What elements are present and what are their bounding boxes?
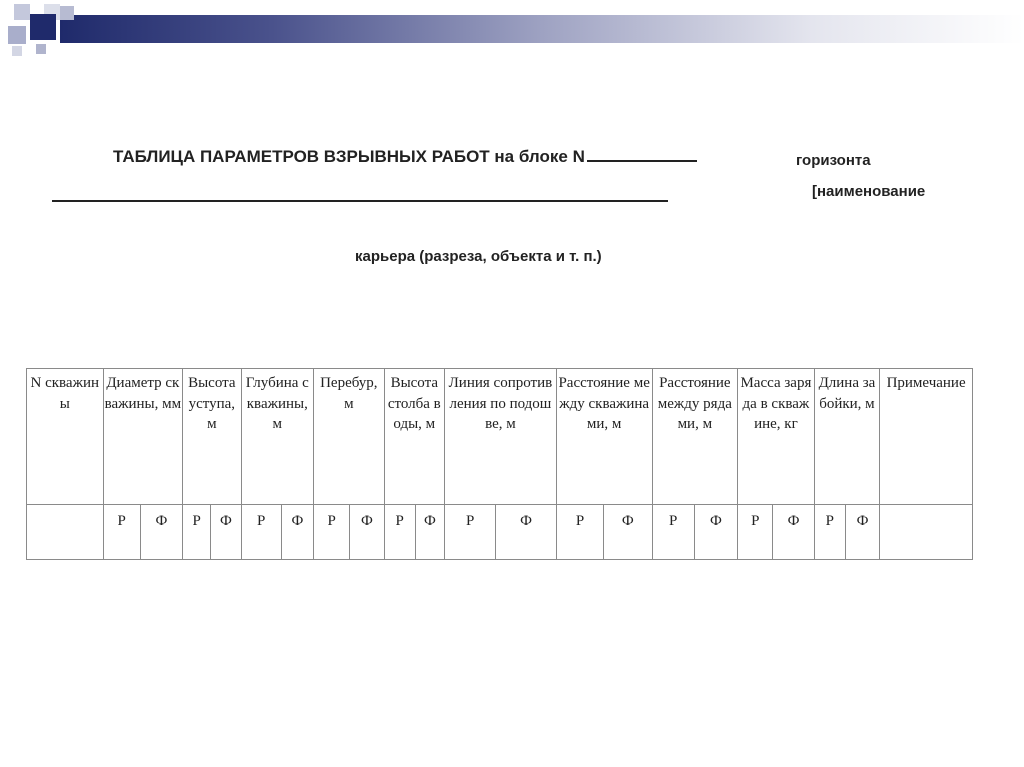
deco-square xyxy=(14,4,30,20)
fact-cell: Ф xyxy=(211,505,241,560)
fact-cell: Ф xyxy=(694,505,737,560)
plan-cell: Р xyxy=(814,505,845,560)
plan-cell: Р xyxy=(384,505,415,560)
deco-square xyxy=(30,14,56,40)
fact-cell: Ф xyxy=(281,505,313,560)
table-header-row xyxy=(27,369,973,505)
parameters-table xyxy=(26,368,973,560)
col-bench-height: Высота уступа, м xyxy=(183,369,241,505)
fact-cell: Ф xyxy=(773,505,814,560)
col-charge-mass: Масса заряда в скважине, кг xyxy=(738,369,815,505)
deco-square xyxy=(12,46,22,56)
col-well-depth: Глубина скважины, м xyxy=(241,369,314,505)
table-cell xyxy=(880,505,973,560)
col-well-number: N скважины xyxy=(27,369,104,505)
plan-cell: Р xyxy=(314,505,350,560)
plan-cell: Р xyxy=(241,505,281,560)
slide-decoration xyxy=(0,0,1024,60)
horizon-name-blank xyxy=(52,200,668,202)
table-subheader-row xyxy=(27,505,973,560)
col-water-height: Высота столба воды, м xyxy=(384,369,444,505)
col-well-diameter: Диаметр скважины, мм xyxy=(103,369,183,505)
block-number-blank xyxy=(587,146,697,162)
fact-cell: Ф xyxy=(140,505,182,560)
plan-cell: Р xyxy=(445,505,496,560)
plan-cell: Р xyxy=(738,505,773,560)
fact-cell: Ф xyxy=(415,505,444,560)
col-stemming-length: Длина забойки, м xyxy=(814,369,879,505)
fact-cell: Ф xyxy=(350,505,384,560)
deco-square xyxy=(8,26,26,44)
table-cell xyxy=(27,505,104,560)
title-text: ТАБЛИЦА ПАРАМЕТРОВ ВЗРЫВНЫХ РАБОТ на блоке N xyxy=(113,147,585,166)
plan-cell: Р xyxy=(103,505,140,560)
plan-cell: Р xyxy=(183,505,211,560)
name-label: [наименование xyxy=(812,183,926,200)
fact-cell: Ф xyxy=(496,505,556,560)
plan-cell: Р xyxy=(652,505,694,560)
fact-cell: Ф xyxy=(604,505,652,560)
quarry-label: карьера (разреза, объекта и т. п.) xyxy=(355,248,602,265)
horizon-label: горизонта xyxy=(796,152,871,169)
col-burden: Линия сопротивления по подошве, м xyxy=(445,369,557,505)
fact-cell: Ф xyxy=(845,505,879,560)
document-title xyxy=(113,146,697,167)
col-note: Примечание xyxy=(880,369,973,505)
deco-square xyxy=(60,6,74,20)
col-well-spacing: Расстояние между скважинами, м xyxy=(556,369,652,505)
col-subdrilling: Перебур, м xyxy=(314,369,385,505)
header-gradient-bar xyxy=(60,15,1024,43)
plan-cell: Р xyxy=(556,505,603,560)
col-row-spacing: Расстояние между рядами, м xyxy=(652,369,738,505)
deco-square xyxy=(36,44,46,54)
